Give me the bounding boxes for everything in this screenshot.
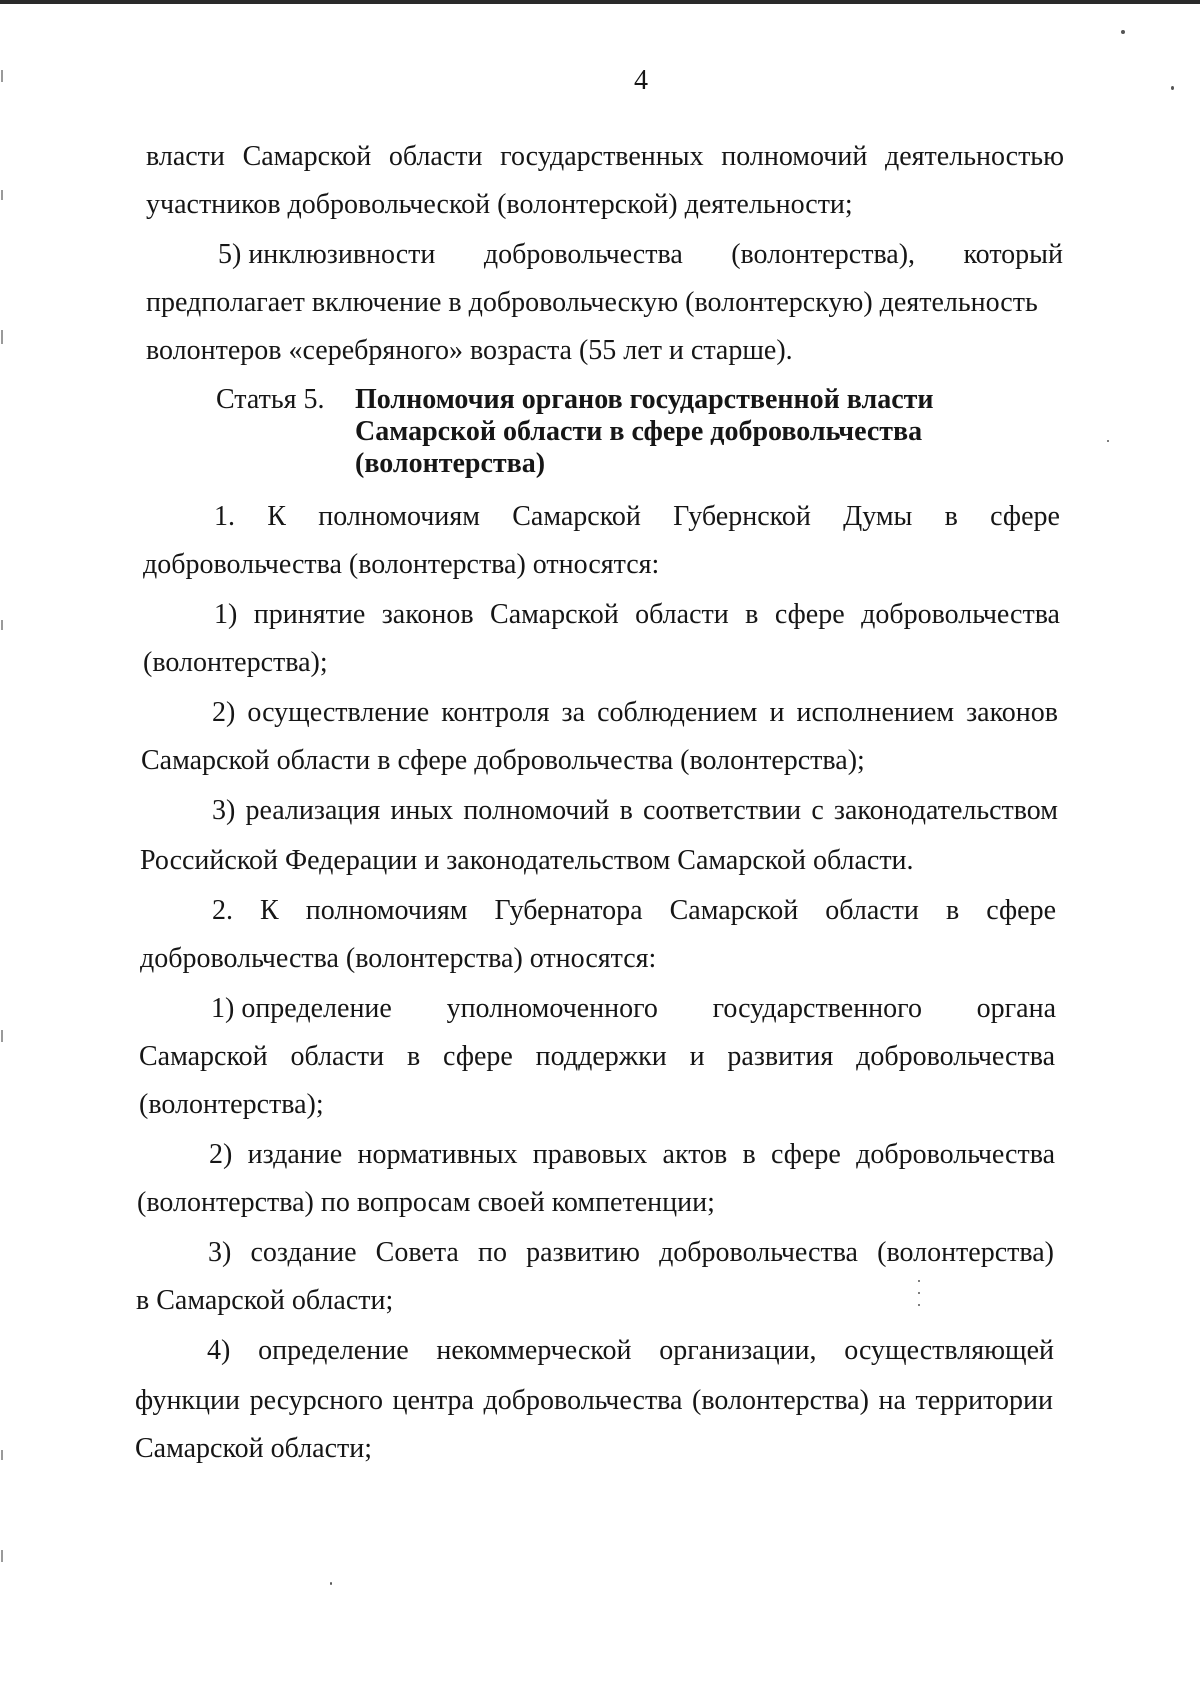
part1-intro-line-1 bbox=[214, 500, 1060, 534]
article-title bbox=[355, 384, 975, 480]
text-line: 1) принятие законов Самарской области в сфере добровольчества bbox=[214, 599, 1060, 630]
scan-speck bbox=[1171, 86, 1174, 90]
intro-line-2: участников добровольческой (волонтерской) деятельности; bbox=[146, 189, 853, 220]
item5-line-1 bbox=[218, 238, 1063, 272]
word: полномочиям bbox=[318, 501, 480, 532]
part2-item4-line-3: Самарской области; bbox=[135, 1433, 373, 1464]
scan-margin-mark bbox=[1, 620, 3, 630]
scan-margin-mark bbox=[1, 70, 3, 82]
part2-item2-line-2: (волонтерства) по вопросам своей компетенции; bbox=[137, 1187, 715, 1218]
item5-line-2: предполагает включение в добровольческую (волонтерскую) деятельность bbox=[146, 287, 1038, 318]
scan-margin-mark bbox=[1, 1450, 3, 1460]
scan-speck bbox=[1121, 30, 1125, 34]
part2-intro-line-2: добровольчества (волонтерства) относятся: bbox=[140, 943, 657, 974]
word: органа bbox=[976, 993, 1056, 1024]
text-line: 2) осуществление контроля за соблюдением и исполнением законов bbox=[212, 697, 1058, 728]
scan-margin-mark bbox=[1, 330, 3, 344]
part2-intro-line-1 bbox=[212, 894, 1056, 928]
word: 1) определение bbox=[211, 993, 392, 1024]
part1-item3-line-2: Российской Федерации и законодательством Самарской области. bbox=[140, 845, 914, 876]
part2-item3-line-2: в Самарской области; bbox=[136, 1285, 394, 1316]
word: в bbox=[944, 501, 958, 532]
word: Губернской bbox=[673, 501, 811, 532]
scan-speck bbox=[1107, 440, 1109, 442]
text-line: 3) реализация иных полномочий в соответствии с законодательством bbox=[212, 795, 1058, 826]
text-line: 2) издание нормативных правовых актов в сфере добровольчества bbox=[209, 1139, 1055, 1170]
word: Самарской bbox=[512, 501, 641, 532]
scan-top-border bbox=[0, 0, 1200, 4]
word: который bbox=[963, 239, 1063, 270]
scan-speck bbox=[330, 1582, 332, 1585]
scan-speck bbox=[918, 1292, 920, 1294]
part1-item2-line-1 bbox=[212, 696, 1058, 730]
part2-item3-line-1 bbox=[208, 1236, 1054, 1270]
word: государственного bbox=[712, 993, 922, 1024]
text-line: функции ресурсного центра добровольчества (волонтерства) на территории bbox=[135, 1385, 1053, 1416]
part2-item1-line-3: (волонтерства); bbox=[139, 1089, 324, 1120]
item5-line-3: волонтеров «серебряного» возраста (55 лет и старше). bbox=[146, 335, 793, 366]
word: К bbox=[267, 501, 286, 532]
article-label: Статья 5. bbox=[216, 384, 325, 415]
word: сфере bbox=[990, 501, 1060, 532]
word: 5) инклюзивности bbox=[218, 239, 436, 270]
text-line: 3) создание Совета по развитию добровольчества (волонтерства) bbox=[208, 1237, 1054, 1268]
article-title-line: Самарской области в сфере добровольчества bbox=[355, 416, 923, 447]
part2-item1-line-1 bbox=[211, 992, 1056, 1026]
scan-margin-mark bbox=[1, 1030, 3, 1042]
text-line: 2. К полномочиям Губернатора Самарской области в сфере bbox=[212, 895, 1056, 926]
part1-item3-line-1 bbox=[212, 794, 1058, 828]
text-line: власти Самарской области государственных полномочий деятельностью bbox=[146, 141, 1064, 172]
scan-margin-mark bbox=[1, 1550, 3, 1562]
scan-speck bbox=[918, 1304, 920, 1306]
article-title-line: (волонтерства) bbox=[355, 448, 546, 479]
scan-speck bbox=[918, 1280, 920, 1282]
part2-item4-line-1 bbox=[207, 1334, 1054, 1368]
article-title-line: Полномочия органов государственной власти bbox=[355, 384, 934, 415]
part2-item2-line-1 bbox=[209, 1138, 1055, 1172]
text-line: 4) определение некоммерческой организации, осуществляющей bbox=[207, 1335, 1054, 1366]
word: Думы bbox=[843, 501, 913, 532]
scan-margin-mark bbox=[1, 190, 3, 200]
part2-item1-line-2 bbox=[139, 1040, 1055, 1074]
word: (волонтерства), bbox=[731, 239, 916, 270]
text-line: Самарской области в сфере поддержки и развития добровольчества bbox=[139, 1041, 1055, 1072]
part1-item2-line-2: Самарской области в сфере добровольчества (волонтерства); bbox=[141, 745, 865, 776]
part1-item1-line-2: (волонтерства); bbox=[143, 647, 328, 678]
part1-intro-line-2: добровольчества (волонтерства) относятся: bbox=[143, 549, 660, 580]
page-number: 4 bbox=[634, 65, 648, 96]
word: уполномоченного bbox=[446, 993, 658, 1024]
part1-item1-line-1 bbox=[214, 598, 1060, 632]
part2-item4-line-2 bbox=[135, 1384, 1053, 1418]
word: добровольчества bbox=[483, 239, 683, 270]
word: 1. bbox=[214, 501, 235, 532]
intro-line-1 bbox=[146, 140, 1064, 174]
